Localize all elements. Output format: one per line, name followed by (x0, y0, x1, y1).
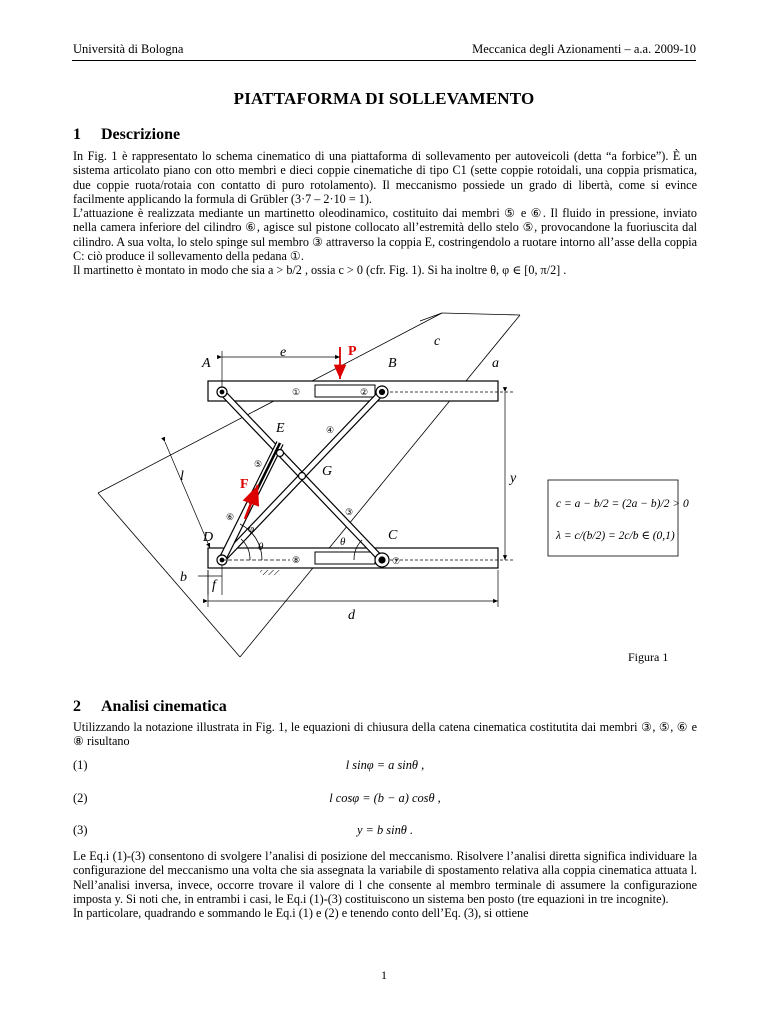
label-theta: θ (258, 541, 264, 553)
section-2-body (73, 849, 697, 920)
section-2-title: Analisi cinematica (101, 698, 227, 715)
label-A: A (202, 356, 211, 371)
joint-B-center (380, 390, 385, 395)
label-c: c (434, 334, 441, 349)
member-5: ⑤ (254, 459, 263, 469)
lower-slider (315, 552, 375, 564)
member-4: ④ (326, 425, 335, 435)
label-d: d (348, 608, 355, 623)
section-1-number: 1 (73, 126, 81, 143)
label-B: B (388, 356, 397, 371)
equation-2-number: (2) (73, 791, 88, 805)
member-1: ① (292, 387, 301, 397)
section-2-intro: Utilizzando la notazione illustrata in Fig. 1, le equazioni di chiusura della catena cinematica costitutita dai membri ③, ⑤, ⑥ e ⑧ risultano (73, 720, 697, 749)
member-6: ⑥ (226, 512, 235, 522)
member-3: ③ (345, 507, 354, 517)
section-2-paragraph: Le Eq.i (1)-(3) consentono di svolgere l’analisi di posizione del meccanismo. Risolvere l’analisi diretta significa individuare la configurazione del meccanismo una volta che sia assegnata la variabile di spostamento relativa alla coppia cinematica attuata l. Nell’analisi inversa, invece, occorre trovare il valore di l che consente al membro terminale di assumere la configurazione imposta y. Si noti che, in entrambi i casi, le Eq.i (1)-(3) costituiscono un sistema ben posto (tre equazioni in tre incognite). (73, 849, 697, 906)
equation-3-body: y = b sinθ . (356, 823, 414, 837)
section-1-title: Descrizione (101, 126, 181, 143)
label-G: G (322, 464, 333, 479)
equation-1-number: (1) (73, 758, 88, 772)
member-7: ⑦ (392, 556, 401, 566)
header-rule (72, 60, 696, 61)
label-b: b (180, 570, 187, 585)
label-f: f (212, 578, 216, 593)
joint-A-center (220, 390, 224, 394)
label-C: C (388, 528, 398, 543)
label-phi: φ (248, 523, 255, 535)
section-2-paragraph: In particolare, quadrando e sommando le Eq.i (1) e (2) e tenendo conto dell’Eq. (3), si ottiene (73, 906, 529, 921)
formula-line-2: λ = c/(b/2) = 2c/b ∈ (0,1) (556, 530, 675, 542)
equation-3-number: (3) (73, 823, 88, 837)
joint-G (299, 473, 306, 480)
member-numbers (226, 387, 400, 566)
section-1-paragraph: In Fig. 1 è rappresentato lo schema cinematico di una piattaforma di sollevamento per autoveicoli (detta “a forbice”). È un sistema articolato piano con otto membri e dieci coppie cinematiche di tipo C1 (sette coppie rotoidali, una coppia prismatica, due coppie ruota/rotaia con contatto di puro rotolamento). Il meccanismo possiede un grado di libertà, come si evince facilmente applicando la formula di Grübler (3·7 – 2·10 = 1). (73, 149, 697, 206)
label-y: y (510, 471, 517, 486)
section-1-paragraph: L’attuazione è realizzata mediante un martinetto oleodinamico, costituito dai membri ⑤ e ⑥. Il fluido in pressione, inviato nella camera inferiore del cilindro ⑥, agisce sul pistone collocato all’estremità dello stelo ⑤, provocandone la fuoriuscita dal cilindro. A sua volta, lo stelo spinge sul membro ③ attraverso la coppia E, costringendolo a ruotare intorno all’asse della coppia C: ciò produce il sollevamento della pedana ①. (73, 206, 697, 264)
label-theta-c: θ (340, 536, 346, 548)
page-title: PIATTAFORMA DI SOLLEVAMENTO (233, 89, 535, 108)
label-D: D (203, 530, 214, 545)
header-course: Meccanica degli Azionamenti – a.a. 2009-10 (472, 42, 696, 56)
section-1-heading (73, 126, 180, 144)
formula-line-1: c = a − b/2 = (2a − b)/2 > 0 (556, 498, 689, 510)
equation-1-body: l sinφ = a sinθ , (345, 758, 425, 772)
header-university: Università di Bologna (73, 42, 184, 56)
member-8: ⑧ (292, 555, 301, 565)
ground-hatch (260, 570, 280, 575)
label-F: F (240, 477, 249, 492)
page-number: 1 (381, 968, 387, 982)
label-P: P (348, 344, 357, 359)
section-2-number: 2 (73, 698, 81, 715)
label-l: l (180, 469, 184, 484)
label-a: a (492, 356, 499, 371)
section-1-body (73, 149, 697, 278)
joint-E (277, 450, 284, 457)
formula-box (548, 480, 678, 556)
section-2-heading (73, 698, 227, 716)
figure-1-diagram (90, 295, 690, 670)
label-E: E (276, 421, 285, 436)
joint-C-center (379, 557, 385, 563)
figure-caption: Figura 1 (628, 650, 669, 664)
figure-labels (180, 334, 517, 623)
member-2: ② (360, 387, 369, 397)
section-1-paragraph: Il martinetto è montato in modo che sia a > b/2 , ossia c > 0 (cfr. Fig. 1). Si ha inoltre θ, φ ∈ [0, π/2] . (73, 263, 567, 278)
label-e: e (280, 345, 287, 360)
equation-2-body: l cosφ = (b − a) cosθ , (329, 791, 441, 805)
